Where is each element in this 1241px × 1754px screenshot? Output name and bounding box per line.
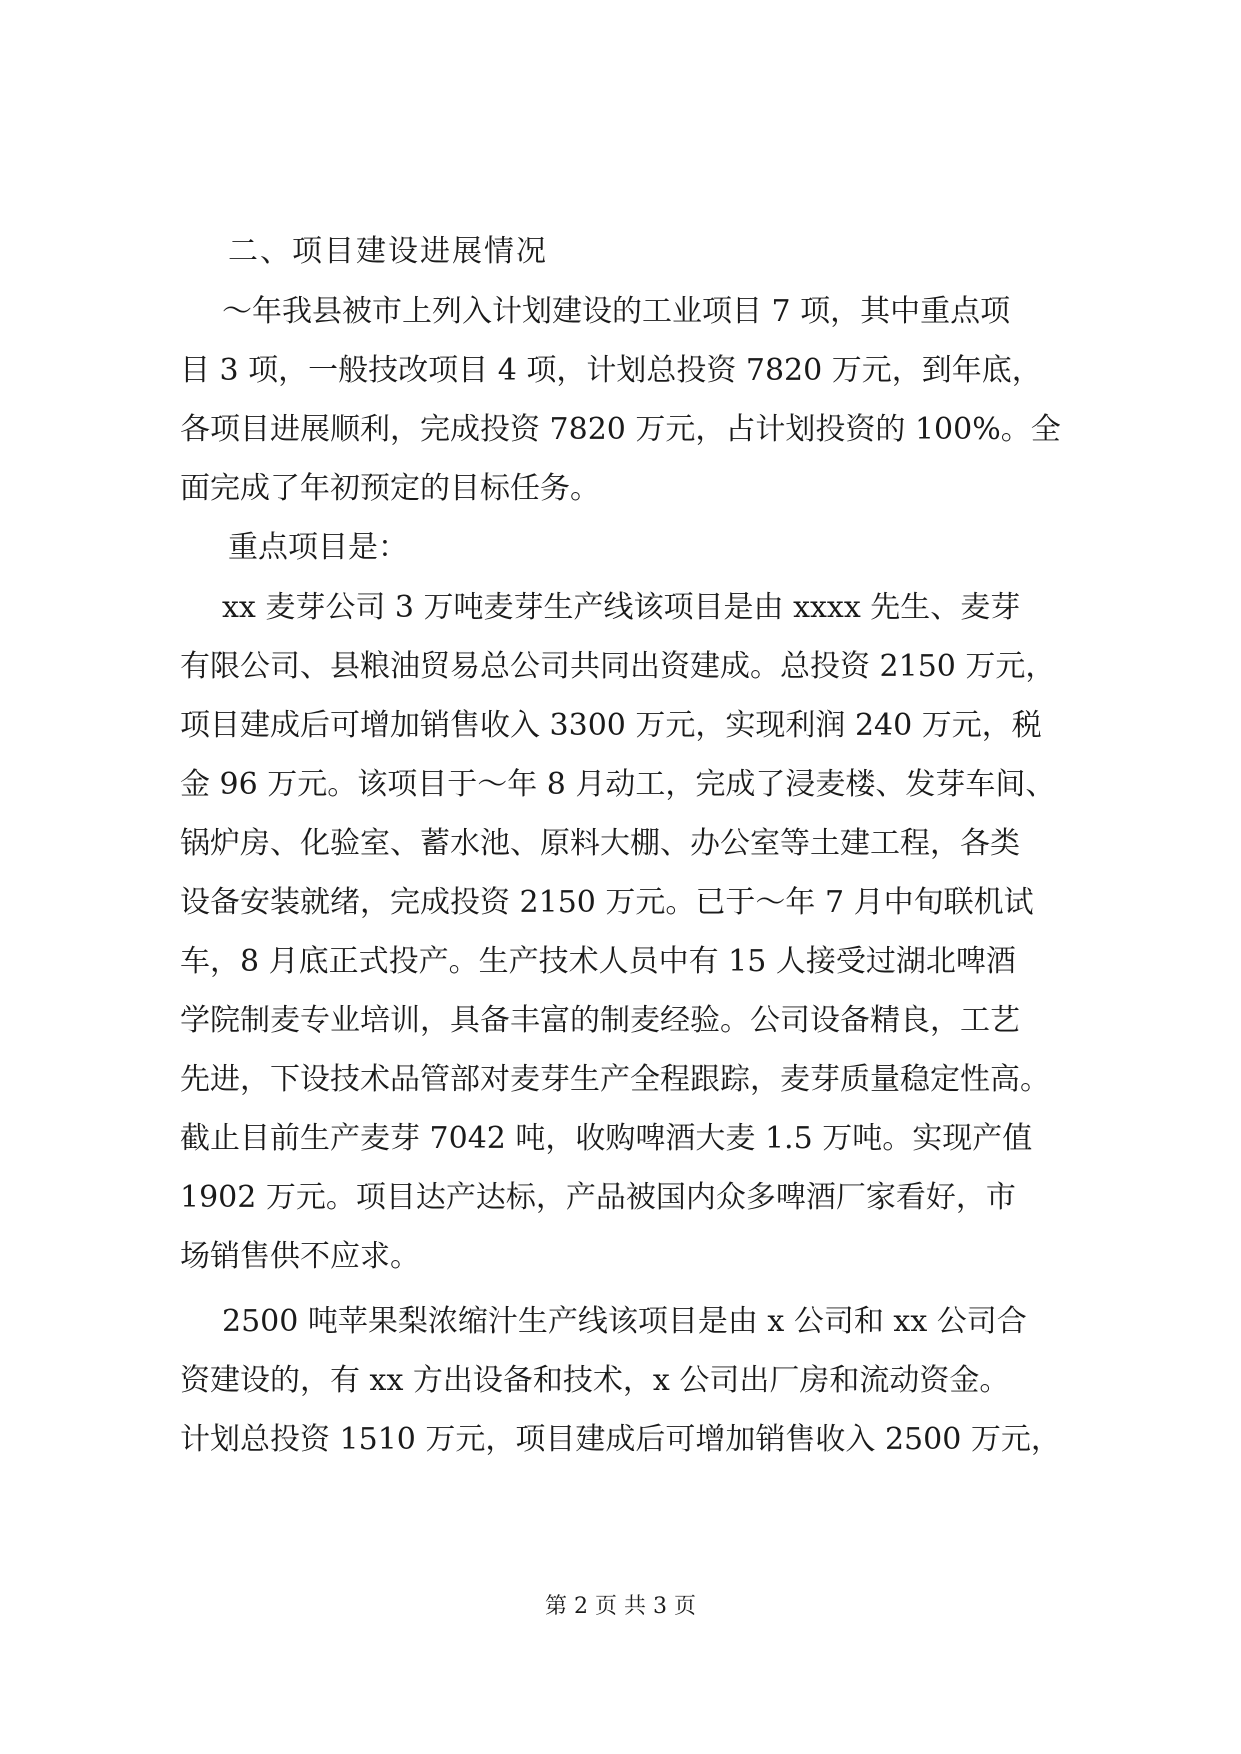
text-line: 项目建成后可增加销售收入 3300 万元，实现利润 240 万元，税	[180, 708, 1042, 743]
section-heading: 二、项目建设进展情况	[228, 234, 548, 269]
text-line: 截止目前生产麦芽 7042 吨，收购啤酒大麦 1.5 万吨。实现产值	[180, 1121, 1033, 1156]
text-line: 计划总投资 1510 万元，项目建成后可增加销售收入 2500 万元，	[180, 1422, 1061, 1457]
key-projects-label: 重点项目是：	[228, 530, 408, 565]
text-line: 面完成了年初预定的目标任务。	[180, 471, 600, 506]
text-line: 场销售供不应求。	[180, 1239, 420, 1274]
text-line: 设备安装就绪，完成投资 2150 万元。已于～年 7 月中旬联机试	[180, 885, 1034, 920]
text-line: 各项目进展顺利，完成投资 7820 万元，占计划投资的 100%。全	[180, 412, 1061, 447]
text-line: 2500 吨苹果梨浓缩汁生产线该项目是由 x 公司和 xx 公司合	[222, 1304, 1027, 1339]
text-line: 有限公司、县粮油贸易总公司共同出资建成。总投资 2150 万元，	[180, 649, 1056, 684]
text-line: 资建设的，有 xx 方出设备和技术，x 公司出厂房和流动资金。	[180, 1363, 1010, 1398]
text-line: 学院制麦专业培训，具备丰富的制麦经验。公司设备精良，工艺	[180, 1003, 1020, 1038]
paragraph-juice-project	[180, 1292, 1071, 1469]
text-line: xx 麦芽公司 3 万吨麦芽生产线该项目是由 xxxx 先生、麦芽	[222, 590, 1021, 625]
text-line: 金 96 万元。该项目于～年 8 月动工，完成了浸麦楼、发芽车间、	[180, 767, 1056, 802]
paragraph-malt-project	[180, 578, 1071, 1286]
text-line: 车，8 月底正式投产。生产技术人员中有 15 人接受过湖北啤酒	[180, 944, 1016, 979]
text-line: 锅炉房、化验室、蓄水池、原料大棚、办公室等土建工程，各类	[180, 826, 1020, 861]
document-body	[180, 222, 1071, 1469]
text-line: 先进，下设技术品管部对麦芽生产全程跟踪，麦芽质量稳定性高。	[180, 1062, 1050, 1097]
text-line: ～年我县被市上列入计划建设的工业项目 7 项，其中重点项	[222, 294, 1011, 329]
paragraph-investment-summary	[180, 282, 1071, 518]
text-line: 1902 万元。项目达产达标，产品被国内众多啤酒厂家看好，市	[180, 1180, 1016, 1215]
text-line: 目 3 项，一般技改项目 4 项，计划总投资 7820 万元，到年底，	[180, 353, 1042, 388]
page-footer: 第 2 页 共 3 页	[545, 1594, 696, 1619]
